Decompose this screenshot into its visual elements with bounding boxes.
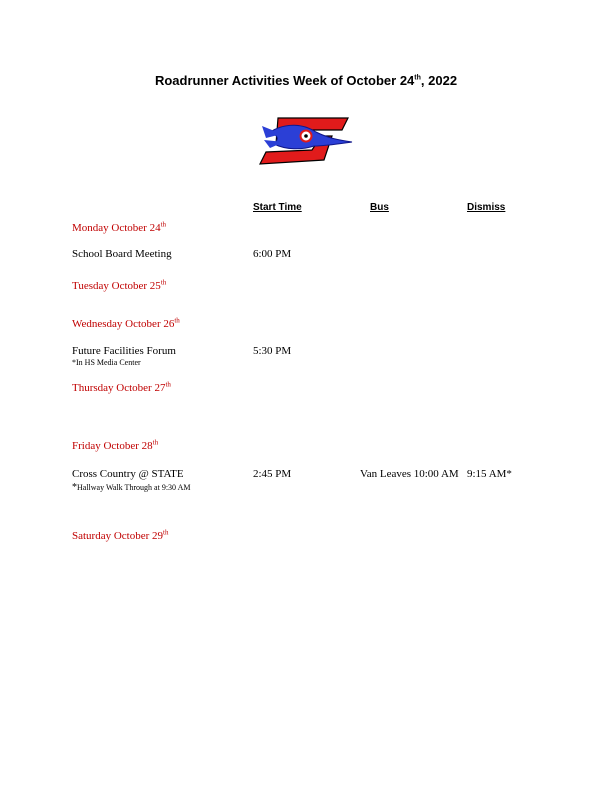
event-bus-time: Van Leaves 10:00 AM — [360, 468, 459, 480]
event-note: *In HS Media Center — [72, 358, 141, 367]
event-start-time: 2:45 PM — [253, 468, 292, 480]
day-heading-monday: Monday October 24th — [72, 220, 167, 234]
page-title: Roadrunner Activities Week of October 24th, 2022 — [154, 73, 458, 88]
day-heading-tuesday: Tuesday October 25th — [72, 278, 167, 292]
event-name: School Board Meeting — [72, 248, 172, 260]
dismiss-header: Dismiss — [467, 202, 506, 213]
event-dismiss-time: 9:15 AM* — [467, 468, 512, 480]
day-heading-thursday: Thursday October 27th — [72, 380, 171, 394]
start-time-header: Start Time — [253, 202, 302, 213]
event-name: Future Facilities Forum — [72, 345, 176, 357]
day-heading-saturday: Saturday October 29th — [72, 528, 169, 542]
event-name: Cross Country @ STATE — [72, 468, 184, 480]
roadrunner-logo-icon — [256, 114, 354, 170]
bus-header: Bus — [370, 202, 389, 213]
event-start-time: 6:00 PM — [253, 248, 292, 260]
event-note: *Hallway Walk Through at 9:30 AM — [72, 482, 191, 493]
day-heading-wednesday: Wednesday October 26th — [72, 316, 180, 330]
day-heading-friday: Friday October 28th — [72, 438, 159, 452]
event-start-time: 5:30 PM — [253, 345, 292, 357]
